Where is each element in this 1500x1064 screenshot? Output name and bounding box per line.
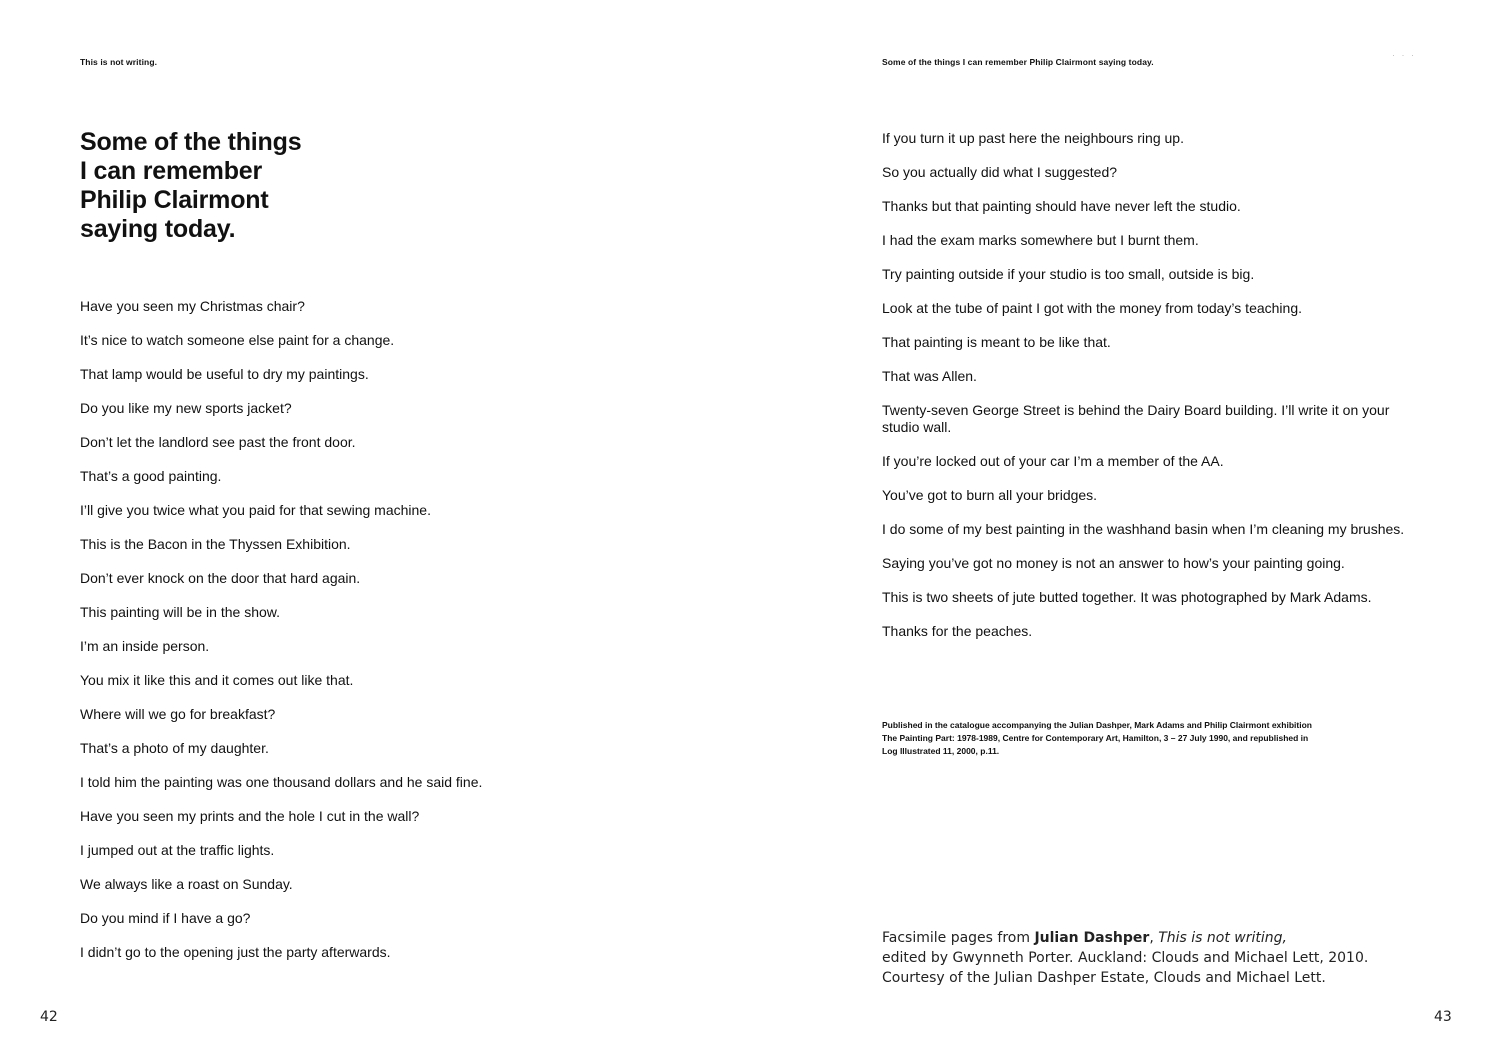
- quote-line: Do you like my new sports jacket?: [80, 400, 292, 416]
- quote-line: I’ll give you twice what you paid for that sewing machine.: [80, 502, 431, 518]
- quote-line: It’s nice to watch someone else paint for a change.: [80, 332, 395, 348]
- quote-line: Don’t let the landlord see past the front door.: [80, 434, 356, 450]
- quote-line: This is the Bacon in the Thyssen Exhibition.: [80, 536, 351, 552]
- corner-mark: · · ·: [1392, 50, 1416, 60]
- quote-line: I do some of my best painting in the washhand basin when I’m cleaning my brushes.: [882, 521, 1405, 537]
- quote-line: You’ve got to burn all your bridges.: [882, 487, 1098, 503]
- quote-line: I jumped out at the traffic lights.: [80, 842, 275, 858]
- credit-book-title: This is not writing,: [1158, 930, 1287, 946]
- publication-note-line: Log Illustrated 11, 2000, p.11.: [882, 746, 1000, 756]
- quote-line: I’m an inside person.: [80, 638, 210, 654]
- page-number: 42: [40, 1009, 58, 1025]
- title-line: Philip Clairmont: [80, 186, 269, 214]
- page-title: [80, 128, 380, 244]
- quote-line: So you actually did what I suggested?: [882, 164, 1118, 180]
- quote-line: If you’re locked out of your car I’m a member of the AA.: [882, 453, 1224, 469]
- facsimile-credit: [882, 928, 1442, 988]
- title-line: I can remember: [80, 157, 263, 185]
- quote-line: We always like a roast on Sunday.: [80, 876, 293, 892]
- quote-line: That’s a photo of my daughter.: [80, 740, 269, 756]
- page-number: 43: [1434, 1009, 1452, 1025]
- quote-line: I didn’t go to the opening just the party afterwards.: [80, 944, 391, 960]
- quote-line: Thanks but that painting should have never left the studio.: [882, 198, 1241, 214]
- quote-line: Where will we go for breakfast?: [80, 706, 276, 722]
- quote-line: Do you mind if I have a go?: [80, 910, 251, 926]
- quote-line: That was Allen.: [882, 368, 977, 384]
- quote-line: You mix it like this and it comes out like that.: [80, 672, 354, 688]
- quote-line: Twenty-seven George Street is behind the Dairy Board building. I’ll write it on your studio wall.: [882, 402, 1390, 435]
- title-line: saying today.: [80, 215, 236, 243]
- quote-line: I told him the painting was one thousand dollars and he said fine.: [80, 774, 483, 790]
- publication-note: [882, 719, 1382, 758]
- credit-separator: ,: [1149, 930, 1159, 946]
- quote-line: Thanks for the peaches.: [882, 623, 1033, 639]
- quote-list: [882, 130, 1427, 657]
- title-line: Some of the things: [80, 128, 302, 156]
- quote-line: This painting will be in the show.: [80, 604, 280, 620]
- quote-line: Have you seen my prints and the hole I cut in the wall?: [80, 808, 420, 824]
- credit-prefix: Facsimile pages from: [882, 930, 1035, 946]
- quote-line: Don’t ever knock on the door that hard again.: [80, 570, 361, 586]
- publication-note-line: Published in the catalogue accompanying the Julian Dashper, Mark Adams and Philip Clairmont exhibition: [882, 720, 1312, 730]
- running-head: Some of the things I can remember Philip Clairmont saying today.: [882, 57, 1154, 67]
- quote-line: If you turn it up past here the neighbours ring up.: [882, 130, 1184, 146]
- quote-line: That’s a good painting.: [80, 468, 222, 484]
- quote-line: Look at the tube of paint I got with the money from today’s teaching.: [882, 300, 1302, 316]
- quote-line: This is two sheets of jute butted together. It was photographed by Mark Adams.: [882, 589, 1372, 605]
- publication-note-line: The Painting Part: 1978-1989, Centre for Contemporary Art, Hamilton, 3 – 27 July 1990, and republished in: [882, 733, 1309, 743]
- credit-line: Courtesy of the Julian Dashper Estate, Clouds and Michael Lett.: [882, 970, 1326, 986]
- quote-line: Have you seen my Christmas chair?: [80, 298, 305, 314]
- quote-line: Try painting outside if your studio is too small, outside is big.: [882, 266, 1255, 282]
- quote-line: That lamp would be useful to dry my paintings.: [80, 366, 369, 382]
- credit-author: Julian Dashper: [1034, 930, 1150, 946]
- running-head: This is not writing.: [80, 57, 158, 67]
- quote-line: That painting is meant to be like that.: [882, 334, 1111, 350]
- quote-list: [80, 298, 640, 978]
- quote-line: I had the exam marks somewhere but I burnt them.: [882, 232, 1199, 248]
- right-page: [750, 0, 1500, 1064]
- credit-line: [882, 928, 1442, 948]
- credit-line: edited by Gwynneth Porter. Auckland: Clouds and Michael Lett, 2010.: [882, 950, 1369, 966]
- quote-line: Saying you’ve got no money is not an answer to how’s your painting going.: [882, 555, 1345, 571]
